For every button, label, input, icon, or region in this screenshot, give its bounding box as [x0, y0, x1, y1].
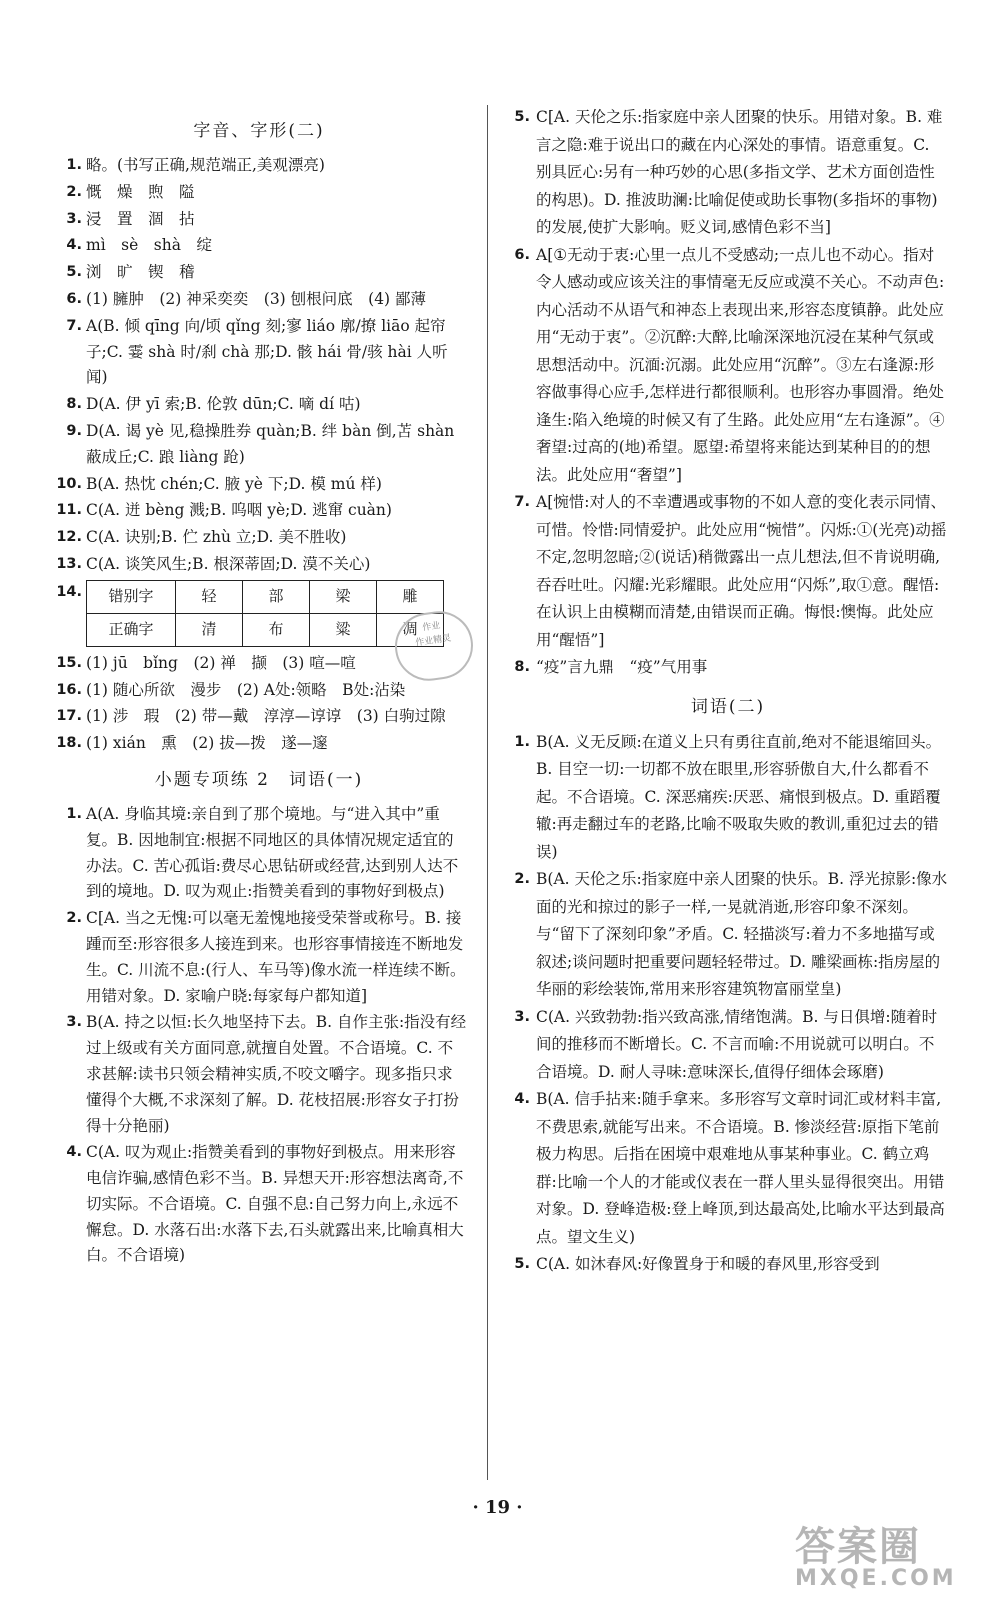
left-column: [50, 112, 468, 1270]
item-text: C[A. 天伦之乐:指家庭中亲人团聚的快乐。用错对象。B. 难言之隐:难于说出口的藏在内心深处的事情。语意重复。C. 别具匠心:另有一种巧妙的心思(多指文学、艺术方面创造性的构思)。D. 推波助澜:比喻促使或助长事物(多指坏的事物)的发展,使扩大影响。贬义词,感情色彩不当]: [536, 108, 943, 236]
item-number: 12.: [56, 529, 82, 546]
stamp-text: 作业精灵: [414, 633, 452, 649]
item-number: 2.: [66, 183, 82, 200]
item-number: 15.: [56, 654, 82, 671]
right-item-list-2: [508, 729, 948, 1279]
item-number: 13.: [56, 555, 82, 572]
item-text: 略。(书写正确,规范端正,美观漂亮): [86, 156, 325, 174]
list-item: [50, 180, 468, 206]
item-number: 7.: [514, 494, 530, 510]
item-number: 1.: [66, 157, 82, 173]
stamp-text: 作业: [421, 620, 441, 634]
item-number: 4.: [66, 1144, 82, 1161]
item-text: C(A. 如沐春风:好像置身于和暖的春风里,形容受到: [536, 1255, 880, 1273]
table-cell: 部: [243, 580, 310, 613]
item-text: B(A. 天伦之乐:指家庭中亲人团聚的快乐。B. 浮光掠影:像水面的光和掠过的影子一样,一晃就消逝,形容印象不深刻。与“留下了深刻印象”矛盾。C. 轻描淡写:着力不多地描写或叙述;谈问题时把重要问题轻轻带过。D. 雕梁画栋:指房屋的华丽的彩绘装饰,常用来形容建筑物富丽堂皇): [536, 870, 948, 998]
table-row: [87, 580, 444, 613]
item-number: 8.: [514, 659, 530, 675]
list-item: [50, 207, 468, 233]
list-item: [50, 314, 468, 391]
item-number: 3.: [66, 1014, 82, 1031]
list-item: [50, 498, 468, 524]
list-item: [508, 1251, 948, 1279]
item-text: C(A. 迸 bèng 溅;B. 呜咽 yè;D. 逃窜 cuàn): [86, 501, 392, 520]
list-item: [50, 1010, 468, 1139]
item-text: (1) 涉 瑕 (2) 带—戴 淳淳—谆谆 (3) 白驹过隙: [86, 707, 446, 726]
logo-url: MXQE.COM: [795, 1566, 957, 1591]
item-text: A[惋惜:对人的不幸遭遇或事物的不如人意的变化表示同情、可惜。怜惜:同情爱护。此处应用“惋惜”。闪烁:①(光亮)动摇不定,忽明忽暗;②(说话)稍微露出一点儿想法,但不肯说明确,吞吞吐吐。闪耀:光彩耀眼。此处应用“闪烁”,取①意。醒悟:在认识上由模糊而清楚,由错误而正确。悔恨:懊悔。此处应用“醒悟”]: [536, 493, 947, 649]
item-text: C(A. 诀别;B. 伫 zhù 立;D. 美不胜收): [86, 528, 347, 547]
list-item: [50, 472, 468, 498]
item-text: C(A. 叹为观止:指赞美看到的事物好到极点。用来形容电信诈骗,感情色彩不当。B. 异想天开:形容想法离奇,不切实际。不合语境。C. 自强不息:自己努力向上,永远不懈怠。D. 水落石出:水落下去,石头就露出来,比喻真相大白。不合语境): [86, 1143, 464, 1265]
item-number: 8.: [66, 396, 82, 413]
item-number: 7.: [66, 317, 82, 334]
list-item: [508, 654, 948, 682]
list-item: [50, 392, 468, 418]
item-text: D(A. 谒 yè 见,稳操胜券 quàn;B. 绊 bàn 倒,苫 shàn 蔽成丘;C. 踉 liàng 跄): [86, 421, 455, 466]
item-number: 5.: [66, 264, 82, 281]
left-item-list: [50, 153, 468, 578]
table-header-cell: 正确字: [87, 613, 176, 646]
list-item: [50, 287, 468, 313]
list-item: [50, 1140, 468, 1269]
item-number: 14.: [56, 583, 82, 600]
item-number: 1.: [66, 805, 82, 822]
item-text: “疫”言九鼎 “疫”气用事: [536, 658, 708, 676]
item-text: (1) xián 熏 (2) 拔—拨 遂—邃: [86, 734, 328, 753]
item-text: B(A. 信手拈来:随手拿来。多形容写文章时词汇或材料丰富,不费思索,就能写出来。不合语境。B. 惨淡经营:原指下笔前极力构思。后指在困境中艰难地从事某种事业。C. 鹤立鸡群:比喻一个人的才能或仪表在一群人里头显得很突出。用错对象。D. 登峰造极:登上峰顶,到达最高处,比喻水平达到最高点。望文生义): [536, 1090, 945, 1246]
item-text: B(A. 义无反顾:在道义上只有勇往直前,绝对不能退缩回头。B. 目空一切:一切都不放在眼里,形容骄傲自大,什么都看不起。不合语境。C. 深恶痛疾:厌恶、痛恨到极点。D. 重蹈覆辙:再走翻过车的老路,比喻不吸取失败的教训,重犯过去的错误): [536, 732, 942, 861]
item-text: (1) 随心所欲 漫步 (2) A处:领略 B处:沾染: [86, 680, 406, 699]
list-item: [50, 704, 468, 730]
list-item: [50, 906, 468, 1009]
list-item: [508, 489, 948, 654]
item-text: A(B. 倾 qīng 向/顷 qǐng 刻;寥 liáo 廓/撩 liāo 起帘子;C. 霎 shà 时/刹 chà 那;D. 骸 hái 骨/骇 hài 人听闻): [86, 316, 448, 387]
item-number: 3.: [514, 1008, 530, 1025]
correction-table: [86, 580, 444, 647]
table-cell: 清: [176, 613, 243, 646]
item-text: mì sè shà 绽: [86, 236, 212, 255]
item-text: 慨 燥 煦 隘: [86, 182, 195, 201]
item-text: C(A. 谈笑风生;B. 根深蒂固;D. 漠不关心): [86, 554, 371, 573]
list-item: [508, 866, 948, 1004]
list-item: [50, 731, 468, 757]
item-text: A(A. 身临其境:亲自到了那个境地。与“进入其中”重复。B. 因地制宜:根据不同地区的具体情况规定适宜的办法。C. 苦心孤诣:费尽心思钻研或经营,达到别人达不到的境地。D. 叹为观止:指赞美看到的事物好到极点): [86, 804, 459, 901]
item-number: 10.: [56, 475, 82, 492]
table-cell: 布: [243, 613, 310, 646]
table-cell: 梁: [310, 580, 377, 613]
list-item: [50, 153, 468, 179]
list-item: [50, 678, 468, 704]
item-number: 1.: [514, 733, 530, 750]
section-title-ci-yu-2: 词语(二): [690, 696, 766, 717]
list-item: [50, 260, 468, 286]
item-text: (1) jū bǐng (2) 禅 撷 (3) 喧—喧: [86, 653, 356, 672]
section-title-ci-yu-1: 小题专项练 2 词语(一): [154, 769, 364, 790]
table-cell: 凋: [377, 613, 444, 646]
list-item: [50, 525, 468, 551]
list-item: [508, 1004, 948, 1087]
item-number: 6.: [66, 290, 82, 307]
page-number: · 19 ·: [472, 1497, 523, 1518]
right-item-list: [508, 104, 948, 682]
site-logo-watermark: [795, 1515, 965, 1590]
list-item: [508, 1086, 948, 1251]
item-number: 2.: [66, 910, 82, 927]
list-item: [508, 729, 948, 867]
item-text: A[①无动于衷:心里一点儿不受感动;一点儿也不动心。指对令人感动或应该关注的事情毫无反应或漠不关心。不动声色:内心活动不从语气和神态上表现出来,形容态度镇静。此处应用“无动于衷”。②沉醉:大醉,比喻深深地沉浸在某种气氛或思想活动中。沉湎:沉溺。此处应用“沉醉”。③左右逢源:形容做事得心应手,怎样进行都很顺利。也形容办事圆滑。绝处逢生:陷入绝境的时候又有了生路。此处应用“左右逢源”。④奢望:过高的(地)希望。愿望:希望将来能达到某种目的的想法。此处应用“奢望”]: [536, 245, 945, 484]
list-item: [50, 802, 468, 905]
item-number: 4.: [514, 1091, 530, 1107]
logo-text: 答案圈: [795, 1524, 921, 1570]
item-text: D(A. 伊 yī 索;B. 伦敦 dūn;C. 嘀 dí 咕): [86, 395, 361, 414]
list-item: [50, 552, 468, 578]
item-number: 2.: [514, 871, 530, 887]
item-text: (1) 臃肿 (2) 神采奕奕 (3) 刨根问底 (4) 鄙薄: [86, 289, 427, 308]
column-divider: [487, 105, 488, 1480]
item-text: 浸 置 涸 拈: [86, 209, 195, 228]
table-cell: 轻: [176, 580, 243, 613]
item-number: 16.: [56, 681, 82, 698]
item-number: 11.: [56, 502, 82, 519]
table-row: [87, 613, 444, 646]
item-text: C[A. 当之无愧:可以毫无羞愧地接受荣誉或称号。B. 接踵而至:形容很多人接连到来。也形容事情接连不断地发生。C. 川流不息:(行人、车马等)像水流一样连续不断。用错对象。D. 家喻户晓:每家每户都知道]: [86, 909, 466, 1005]
item-number: 5.: [514, 109, 530, 125]
list-item: [508, 242, 948, 490]
item-text: C(A. 兴致勃勃:指兴致高涨,情绪饱满。B. 与日俱增:随着时间的推移而不断增长。C. 不言而喻:不用说就可以明白。不合语境。D. 耐人寻味:意味深长,值得仔细体会琢磨): [536, 1007, 938, 1081]
item-number: 3.: [66, 210, 82, 227]
table-header-cell: 错别字: [87, 580, 176, 613]
right-column: [508, 108, 948, 1279]
item-text: B(A. 持之以恒:长久地坚持下去。B. 自作主张:指没有经过上级或有关方面同意,就擅自处置。不合语境。C. 不求甚解:读书只领会精神实质,不咬文嚼字。现多指只求懂得个大概,不求深刻了解。D. 花枝招展:形容女子打扮得十分艳丽): [86, 1013, 467, 1135]
table-cell: 雕: [377, 580, 444, 613]
list-item: [508, 104, 948, 242]
left-item-list-3: [50, 802, 468, 1269]
item-text: B(A. 热忱 chén;C. 腋 yè 下;D. 模 mú 样): [86, 474, 382, 493]
item-number: 4.: [66, 237, 82, 254]
item-text: 浏 旷 锲 稽: [86, 263, 195, 282]
item-number: 5.: [514, 1256, 530, 1272]
list-item: [50, 233, 468, 259]
item-number: 17.: [56, 708, 82, 725]
list-item: [50, 419, 468, 471]
item-number: 6.: [514, 246, 530, 263]
section-title-zi-yin: 字音、字形(二): [193, 121, 325, 141]
item-number: 18.: [56, 735, 82, 752]
item-number: 9.: [66, 422, 82, 439]
table-cell: 粱: [310, 613, 377, 646]
